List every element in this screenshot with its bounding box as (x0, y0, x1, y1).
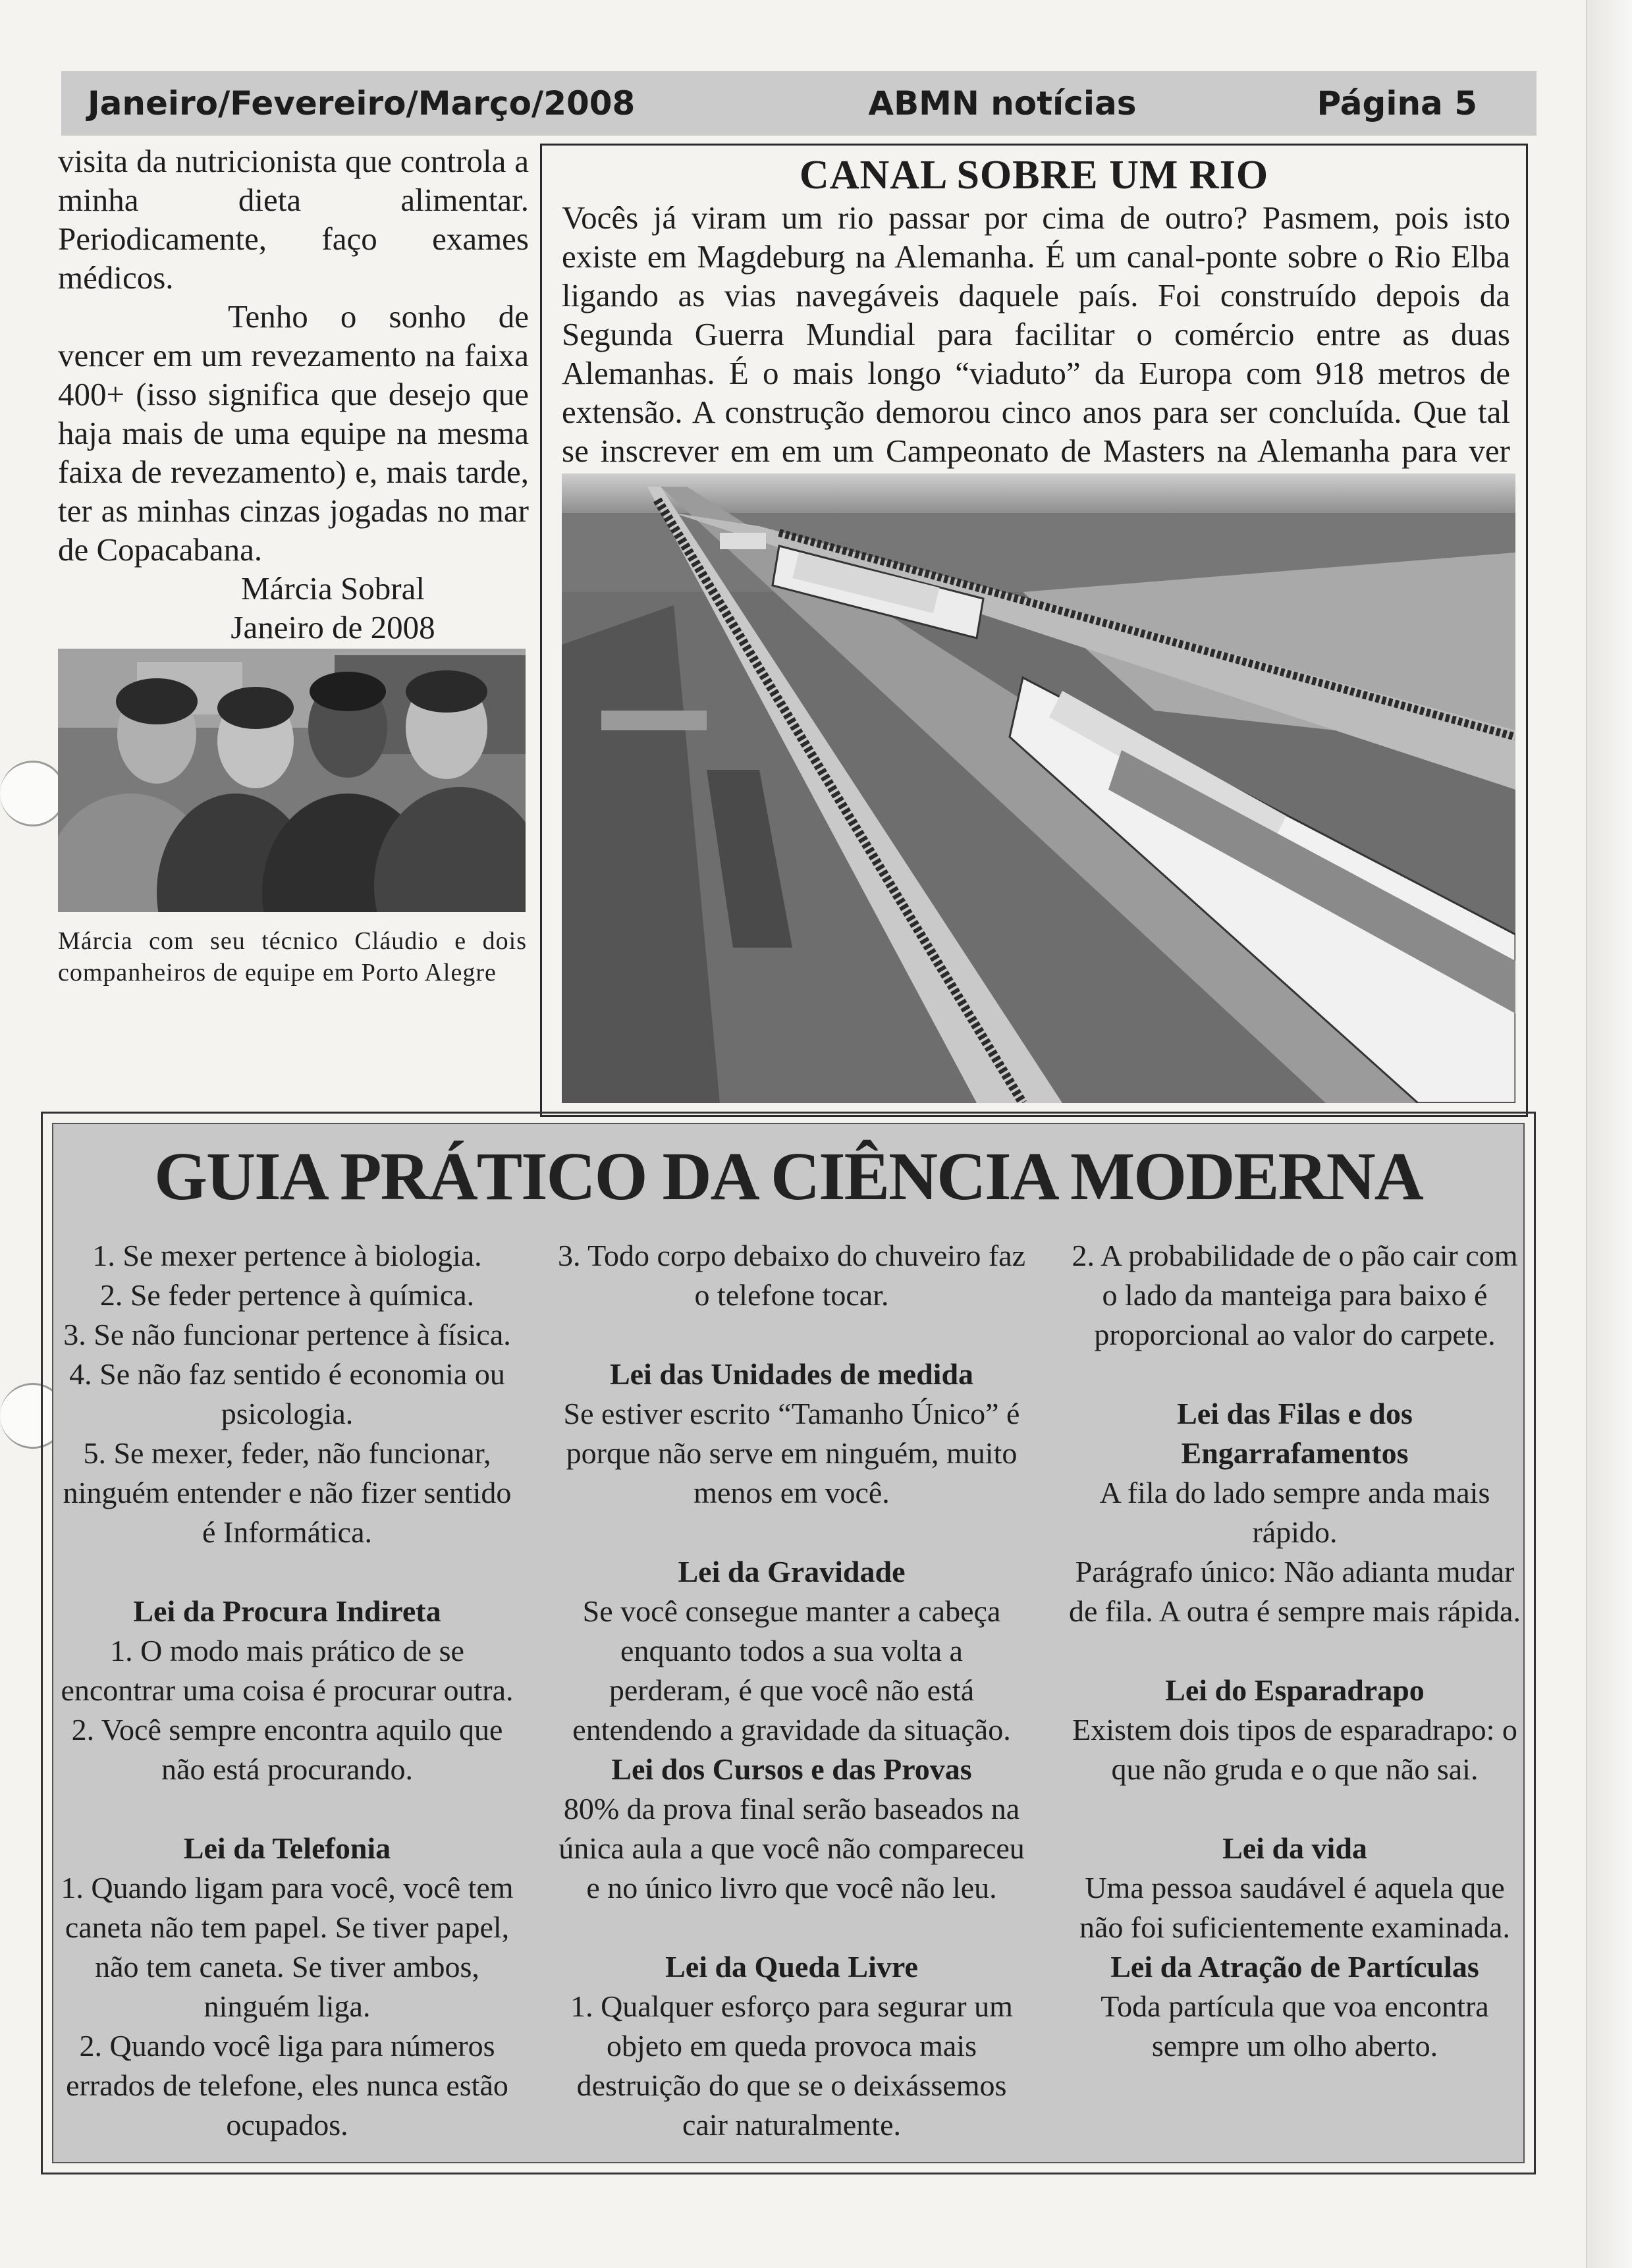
law-text: 2. Quando você liga para números errados de telefone, eles nunca estão ocupados. (66, 2029, 508, 2142)
science-guide-box (41, 1112, 1536, 2174)
law-text: Existem dois tipos de esparadrapo: o que não gruda e o que não sai. (1072, 1713, 1517, 1786)
rule-item: 4. Se não faz sentido é economia ou psicologia. (69, 1357, 505, 1430)
law-text: Uma pessoa saudável é aquela que não foi suficientemente examinada. (1079, 1871, 1510, 1944)
header-page-number: Página 5 (1317, 84, 1477, 122)
law-heading: Lei das Unidades de medida (609, 1357, 974, 1391)
canal-text: Vocês já viram um rio passar por cima de outro? Pasmem, pois isto existe em Magdeburg na Alemanha. É um canal-ponte sobre o Rio Elba ligando as vias navegáveis daquele país. Foi construído depois da Segunda Guerra Mundial para facilitar o comércio entre as duas Alemanhas. É o mais longo “viaduto” da Europa com 918 metros de extensão. A construção demorou cinco anos para ser concluída. Que tal se inscrever em em um Campeonato de Masters na Alemanha para ver (562, 200, 1510, 469)
left-article-paragraph-2: Tenho o sonho de vencer em um revezamento na faixa 400+ (isso significa que desejo que haja mais de uma equipe na mesma faixa de revezamento) e, mais tarde, ter as minhas cinzas jogadas no mar de Copacabana. (58, 298, 529, 568)
law-text: 1. Qualquer esforço para segurar um objeto em queda provoca mais destruição do que se o deixássemos cair naturalmente. (570, 1989, 1013, 2142)
law-text: Toda partícula que voa encontra sempre um olho aberto. (1101, 1989, 1489, 2063)
law-text: Se você consegue manter a cabeça enquanto todos a sua volta a perderam, é que você não está entendendo a gravidade da situação. (572, 1594, 1011, 1746)
law-text: 1. O modo mais prático de se encontrar uma coisa é procurar outra. (61, 1634, 514, 1707)
paper-edge (1586, 0, 1632, 2268)
law-heading: Lei da Atração de Partículas (1110, 1950, 1479, 1984)
page-header (61, 71, 1537, 136)
law-heading: Lei da Queda Livre (665, 1950, 918, 1984)
article-author: Márcia Sobral (241, 570, 425, 607)
law-text: 2. Você sempre encontra aquilo que não está procurando. (71, 1713, 503, 1786)
law-text: 80% da prova final serão baseados na única aula a que você não compareceu e no único livro que você não leu. (558, 1792, 1025, 1904)
rule-item: 1. Se mexer pertence à biologia. (92, 1239, 482, 1272)
team-photo (58, 649, 526, 912)
law-heading: Lei da Gravidade (678, 1555, 906, 1588)
punch-hole-top (0, 761, 66, 826)
canal-bridge-photo (562, 473, 1515, 1103)
law-heading: Lei do Esparadrapo (1165, 1673, 1425, 1707)
left-article (58, 142, 529, 647)
rule-item: 2. Se feder pertence à química. (99, 1278, 475, 1312)
science-guide-panel (52, 1123, 1525, 2163)
law-heading: Lei dos Cursos e das Provas (611, 1752, 972, 1786)
law-text: Se estiver escrito “Tamanho Único” é porque não serve em ninguém, muito menos em você. (563, 1397, 1020, 1509)
law-heading: Lei da Telefonia (183, 1831, 391, 1865)
law-heading: Lei da Procura Indireta (133, 1594, 441, 1628)
guide-column-2 (558, 1236, 1025, 2145)
law-text: 2. A probabilidade de o pão cair com o lado da manteiga para baixo é proporcional ao valor do carpete. (1072, 1239, 1518, 1351)
guide-column-1 (53, 1236, 521, 2145)
left-article-paragraph-1: visita da nutricionista que controla a minha dieta alimentar. Periodicamente, faço exames médicos. (58, 143, 529, 296)
guide-column-3 (1061, 1236, 1529, 2066)
article-date: Janeiro de 2008 (231, 609, 435, 645)
photo-caption: Márcia com seu técnico Cláudio e dois companheiros de equipe em Porto Alegre (58, 927, 527, 986)
guide-title: GUIA PRÁTICO DA CIÊNCIA MODERNA (154, 1139, 1423, 1214)
header-publication: ABMN notícias (868, 84, 1137, 122)
canal-title: CANAL SOBRE UM RIO (799, 153, 1269, 198)
law-text: 3. Todo corpo debaixo do chuveiro faz o telefone tocar. (558, 1239, 1025, 1312)
canal-article (540, 144, 1528, 1117)
rule-item: 5. Se mexer, feder, não funcionar, ninguém entender e não fizer sentido é Informática. (63, 1436, 512, 1549)
law-heading: Lei das Filas e dos Engarrafamentos (1177, 1397, 1413, 1470)
law-heading: Lei da vida (1222, 1831, 1367, 1865)
law-text: 1. Quando ligam para você, você tem caneta não tem papel. Se tiver papel, não tem caneta. Se tiver ambos, ninguém liga. (61, 1871, 514, 2023)
header-date: Janeiro/Fevereiro/Março/2008 (88, 84, 636, 122)
law-text: A fila do lado sempre anda mais rápido. (1099, 1476, 1490, 1549)
law-text: Parágrafo único: Não adianta mudar de fila. A outra é sempre mais rápida. (1069, 1555, 1521, 1628)
rule-item: 3. Se não funcionar pertence à física. (63, 1318, 511, 1351)
